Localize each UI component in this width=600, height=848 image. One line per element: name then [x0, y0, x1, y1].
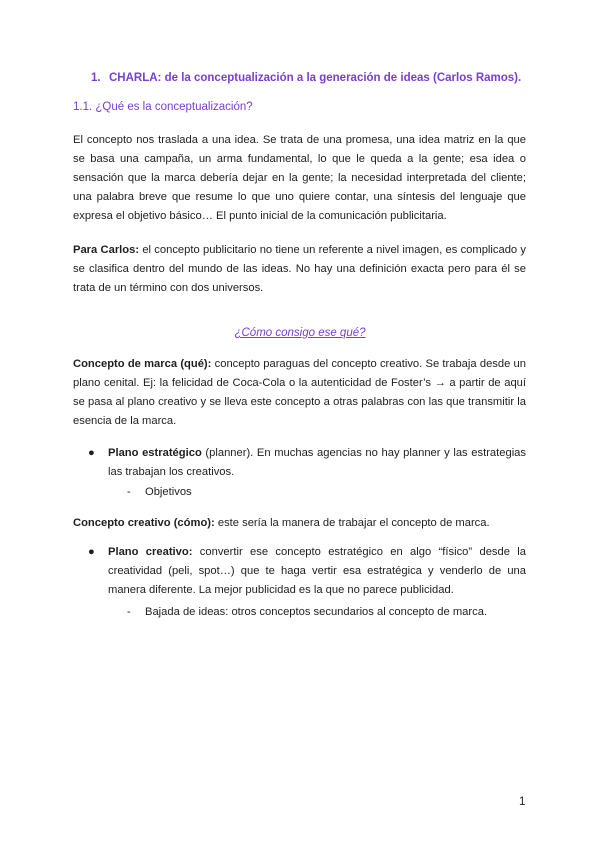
paragraph-lead: Concepto de marca (qué):: [73, 358, 212, 370]
paragraph-para-carlos: [73, 241, 526, 298]
section-heading-text: CHARLA: de la conceptualización a la generación de ideas (Carlos Ramos).: [109, 72, 522, 84]
paragraph-body: concepto paraguas del concepto creativo. Se trabaja desde un plano cenital. Ej: la felicidad de Coca-Cola o la autenticidad de Foster’s → a partir de aquí se pasa al plano creativo y se lleva este concepto a otras palabras con las que transmitir la esencia de la marca.: [73, 358, 527, 427]
bullet-lead: Plano estratégico: [108, 447, 202, 459]
paragraph-concepto-creativo: [73, 514, 526, 533]
bullet-plano-estrategico: [88, 444, 526, 482]
bullet-dot-icon: ●: [88, 546, 95, 558]
paragraph-body: el concepto publicitario no tiene un referente a nivel imagen, es complicado y se clasifica dentro del mundo de las ideas. No hay una definición exacta pero para él se trata de un término con dos universos.: [73, 244, 527, 294]
subsection-heading: 1.1. ¿Qué es la conceptualización?: [73, 101, 253, 113]
sub-item-text: Objetivos: [145, 486, 192, 498]
dash-icon: -: [127, 606, 131, 618]
bullet-body: convertir ese concepto estratégico en algo “físico” desde la creatividad (peli, spot…) que te haga vertir esa estratégica y venderlo de una manera diferente. La mejor publicidad es la que no parece publicidad.: [108, 546, 527, 596]
bullet-lead: Plano creativo:: [108, 546, 193, 558]
sub-item-objetivos: [127, 483, 525, 502]
paragraph-concept-definition: El concepto nos traslada a una idea. Se trata de una promesa, una idea matriz en la que se basa una campaña, un arma fundamental, lo que le queda a la gente; esa idea o sensación que la marca debería dejar en la gente; la necesidad interpretada del cliente; una palabra breve que resume lo que uno quiere contar, una síntesis del lenguaje que expresa el objetivo básico… El punto inicial de la comunicación publicitaria.: [73, 134, 526, 222]
paragraph-lead: Concepto creativo (cómo):: [73, 517, 215, 529]
section-number: 1.: [91, 72, 101, 84]
bullet-dot-icon: ●: [88, 447, 95, 459]
dash-icon: -: [127, 486, 131, 498]
section-heading: [91, 72, 521, 84]
page-number: 1: [519, 796, 526, 808]
paragraph-lead: Para Carlos:: [73, 244, 140, 256]
bullet-body: (planner). En muchas agencias no hay planner y las estrategias las trabajan los creativos.: [108, 447, 526, 478]
sub-item-bajada-ideas: [127, 603, 525, 622]
paragraph-concepto-marca: [73, 355, 526, 431]
sub-item-text: Bajada de ideas: otros conceptos secundarios al concepto de marca.: [145, 606, 488, 618]
paragraph-body: este sería la manera de trabajar el concepto de marca.: [214, 517, 490, 529]
bullet-plano-creativo: [88, 543, 527, 600]
section-question-title: ¿Cómo consigo ese qué?: [234, 327, 366, 339]
